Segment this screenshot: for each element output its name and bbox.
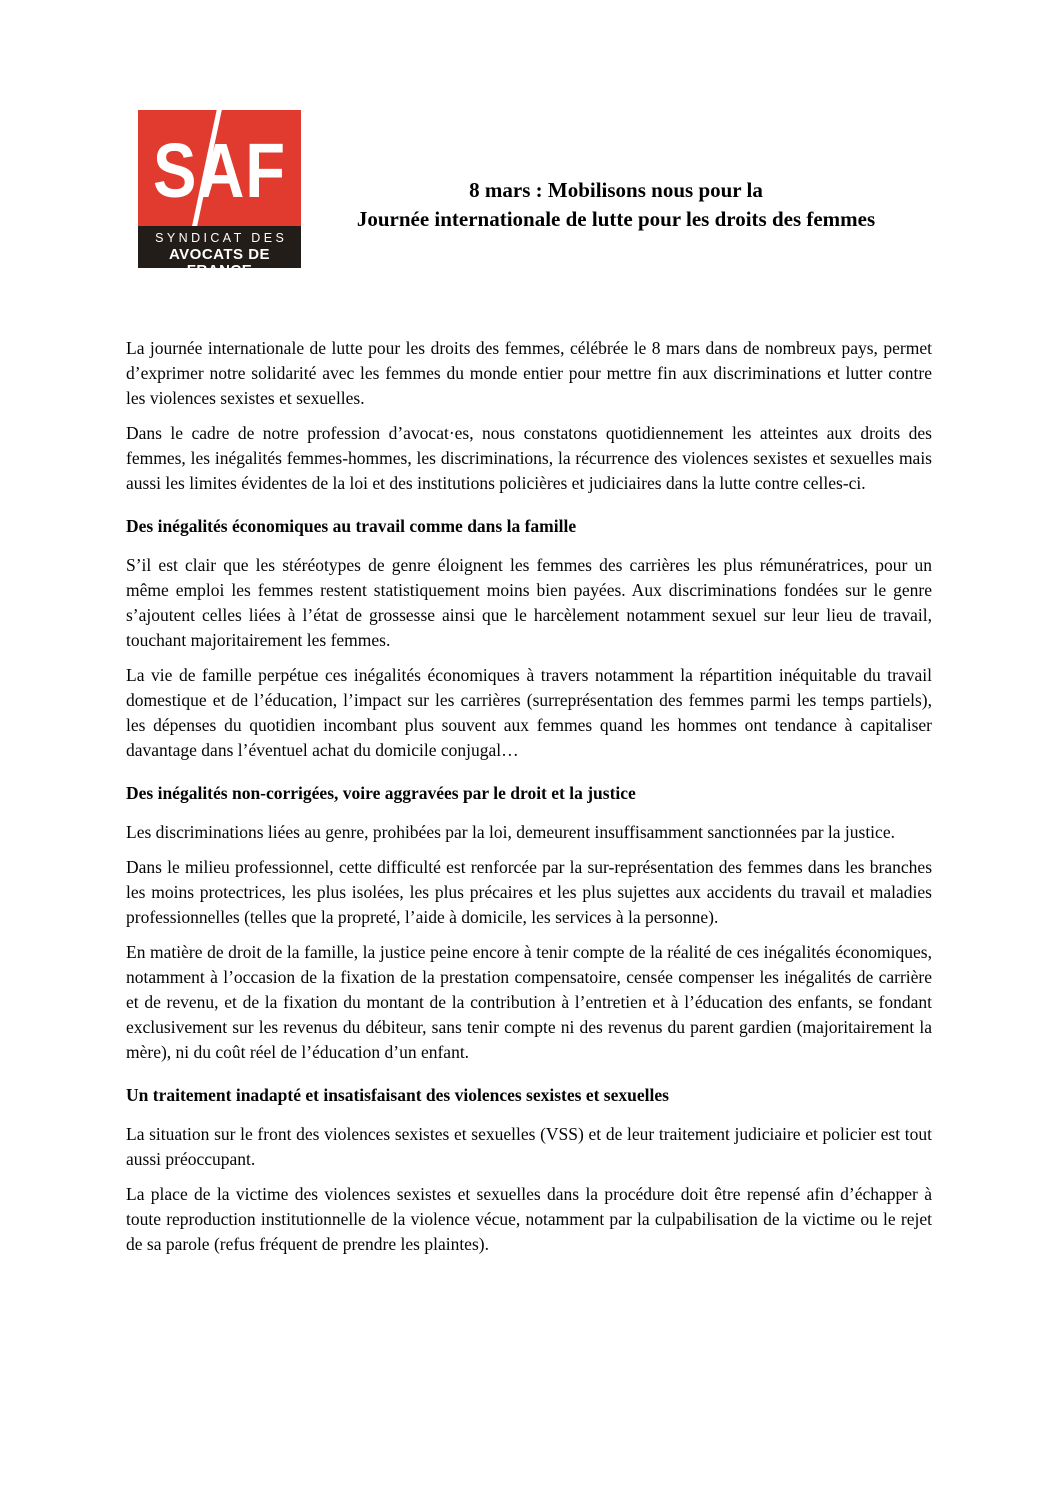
paragraph: En matière de droit de la famille, la justice peine encore à tenir compte de la réalité de ces inégalités économiques, notamment à l’occasion de la fixation de la prestation compensatoire, censée compenser les inégalités de carrière et de revenu, et de la fixation du montant de la contribution à l’entretien et à l’éducation des enfants, se fondant exclusivement sur les revenus du débiteur, sans tenir compte ni des revenus du parent gardien (majoritairement la mère), ni du coût réel de l’éducation d’un enfant.	[126, 942, 932, 1062]
document-body	[126, 336, 932, 1267]
paragraph: La place de la victime des violences sexistes et sexuelles dans la procédure doit être repensé afin d’échapper à toute reproduction institutionnelle de la violence vécue, notamment par la culpabilisation de la victime ou le rejet de sa parole (refus fréquent de prendre les plaintes).	[126, 1184, 932, 1254]
logo-org-block	[138, 226, 301, 279]
paragraph: Dans le milieu professionnel, cette difficulté est renforcée par la sur-représentation des femmes dans les branches les moins protectrices, les plus isolées, les plus précaires et les plus sujettes aux accidents du travail et maladies professionnelles (telles que la propreté, l’aide à domicile, les services à la personne).	[126, 857, 932, 927]
paragraph: Dans le cadre de notre profession d’avocat·es, nous constatons quotidiennement les atteintes aux droits des femmes, les inégalités femmes-hommes, les discriminations, la récurrence des violences sexistes et sexuelles mais aussi les limites évidentes de la loi et des institutions policières et judiciaires dans la lutte contre celles-ci.	[126, 423, 932, 493]
logo-red-block	[138, 110, 301, 226]
paragraph: La journée internationale de lutte pour les droits des femmes, célébrée le 8 mars dans de nombreux pays, permet d’exprimer notre solidarité avec les femmes du monde entier pour mettre fin aux discriminations et lutter contre les violences sexistes et sexuelles.	[126, 338, 932, 408]
document-title	[300, 176, 932, 234]
section-heading: Des inégalités économiques au travail comme dans la famille	[126, 516, 577, 536]
title-line-1: 8 mars : Mobilisons nous pour la	[469, 178, 763, 202]
paragraph: La situation sur le front des violences sexistes et sexuelles (VSS) et de leur traitement judiciaire et policier est tout aussi préoccupant.	[126, 1124, 932, 1169]
logo-org-line2: AVOCATS DE FRANCE	[168, 246, 271, 279]
logo-org-line1: SYNDICAT DES	[155, 231, 288, 245]
section-heading: Des inégalités non-corrigées, voire aggravées par le droit et la justice	[126, 783, 636, 803]
saf-logo	[138, 110, 301, 279]
paragraph: S’il est clair que les stéréotypes de genre éloignent les femmes des carrières les plus rémunératrices, pour un même emploi les femmes restent statistiquement moins bien payées. Aux discriminations fondées sur le genre s’ajoutent celles liées à l’état de grossesse ainsi que le harcèlement notamment sexuel sur leur lieu de travail, touchant majoritairement les femmes.	[126, 555, 932, 650]
logo-acronym: SAF	[153, 127, 286, 214]
paragraph: Les discriminations liées au genre, prohibées par la loi, demeurent insuffisamment sanctionnées par la justice.	[126, 822, 895, 842]
section-heading: Un traitement inadapté et insatisfaisant des violences sexistes et sexuelles	[126, 1085, 669, 1105]
paragraph: La vie de famille perpétue ces inégalités économiques à travers notamment la répartition inéquitable du travail domestique et de l’éducation, l’impact sur les carrières (surreprésentation des femmes parmi les temps partiels), les dépenses du quotidien incombant plus souvent aux femmes quand les hommes ont tendance à capitaliser davantage dans l’éventuel achat du domicile conjugal…	[126, 665, 932, 760]
title-line-2: Journée internationale de lutte pour les droits des femmes	[356, 207, 876, 231]
